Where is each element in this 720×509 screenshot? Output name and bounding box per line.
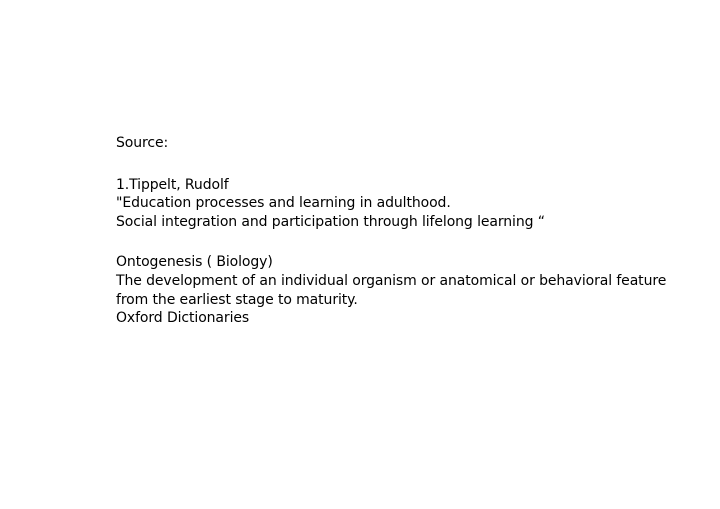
reference-1-title-line-1: "Education processes and learning in adulthood.: [116, 195, 451, 212]
reference-1: [116, 176, 696, 232]
source-notes: [116, 134, 696, 328]
reference-2: [116, 253, 696, 327]
reference-2-definition-line-1: The development of an individual organism or anatomical or behavioral feature: [116, 272, 667, 289]
source-heading-block: [116, 134, 696, 153]
reference-1-title-line-2: Social integration and participation through lifelong learning “: [116, 213, 545, 230]
reference-2-definition-line-2: from the earliest stage to maturity.: [116, 291, 358, 308]
reference-2-term: Ontogenesis ( Biology): [116, 254, 273, 271]
reference-1-author: 1.Tippelt, Rudolf: [116, 176, 229, 193]
reference-2-publisher: Oxford Dictionaries: [116, 310, 250, 327]
source-heading: Source:: [116, 135, 169, 151]
